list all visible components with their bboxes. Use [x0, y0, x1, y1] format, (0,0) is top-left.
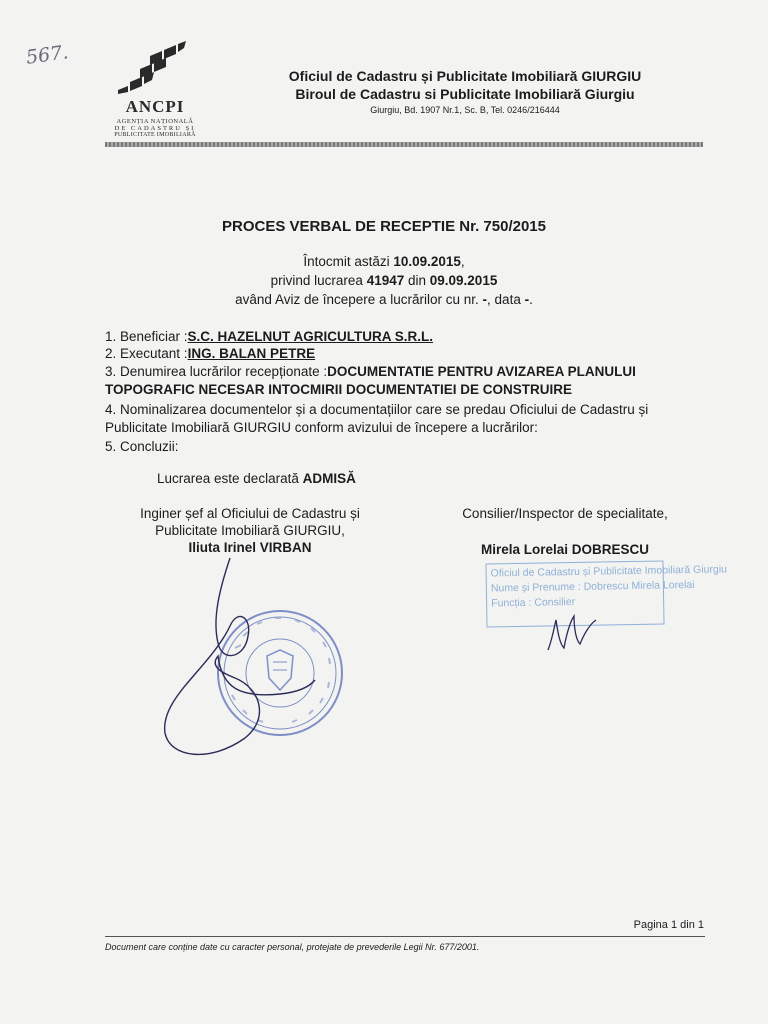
chief-engineer-block: Inginer șef al Oficiului de Cadastru și Publicitate Imobiliară GIURGIU, Iliuta Irinel VIRBAN: [95, 506, 405, 555]
ancpi-emblem-icon: [100, 36, 210, 94]
footer-divider: [105, 936, 705, 937]
privacy-note: Document care conține date cu caracter personal, protejate de prevederile Legii Nr. 677/2001.: [105, 942, 480, 952]
handwritten-number: 567.: [24, 41, 70, 69]
header-divider: [105, 142, 703, 147]
logo-line-2: DE CADASTRU ȘI: [114, 125, 196, 132]
documents-line-cont: Publicitate Imobiliară GIURGIU conform avizului de începere a lucrărilor:: [105, 420, 538, 435]
executor-line: 2. Executant :ING. BALAN PETRE: [105, 346, 316, 361]
inspector-name: Mirela Lorelai DOBRESCU: [480, 542, 650, 557]
executor-value: ING. BALAN PETRE: [187, 346, 316, 361]
drawn-date: 10.09.2015: [393, 254, 461, 269]
page-number: Pagina 1 din 1: [633, 919, 704, 931]
conclusions-label: 5. Concluzii:: [105, 439, 179, 454]
work-date: 09.09.2015: [429, 273, 498, 288]
office-address: Giurgiu, Bd. 1907 Nr.1, Sc. B, Tel. 0246/216444: [370, 105, 560, 115]
drawn-date-line: Întocmit astăzi 10.09.2015,: [303, 254, 465, 269]
works-line-cont: TOPOGRAFIC NECESAR INTOCMIRII DOCUMENTATIEI DE CONSTRUIRE: [105, 382, 573, 397]
inspector-role: Consilier/Inspector de specialitate,: [462, 506, 668, 521]
beneficiary-value: S.C. HAZELNUT AGRICULTURA S.R.L.: [187, 329, 434, 344]
works-line: 3. Denumirea lucrărilor recepționate :DOCUMENTATIE PENTRU AVIZAREA PLANULUI: [105, 364, 636, 379]
notice-line: având Aviz de începere a lucrărilor cu nr. -, data -.: [235, 292, 533, 307]
verdict: ADMISĂ: [302, 471, 356, 486]
inspector-signature-icon: [540, 600, 610, 660]
work-number: 41947: [366, 273, 405, 288]
beneficiary-line: 1. Beneficiar :S.C. HAZELNUT AGRICULTURA S.R.L.: [105, 329, 434, 344]
inspector-stamp: Oficiul de Cadastru și Publicitate Imobiliară Giurgiu Nume și Prenume : Dobrescu Mirela Lorelai Funcția : Consilier: [485, 560, 664, 627]
conclusion-statement: Lucrarea este declarată ADMISĂ: [157, 471, 356, 486]
document-title: PROCES VERBAL DE RECEPTIE Nr. 750/2015: [221, 218, 546, 235]
logo-line-3: PUBLICITATE IMOBILIARĂ: [114, 132, 196, 138]
documents-line: 4. Nominalizarea documentelor și a documentațiilor care se predau Oficiului de Cadastru și: [105, 402, 649, 417]
chief-engineer-signature-icon: [150, 548, 350, 768]
bureau-name: Biroul de Cadastru si Publicitate Imobiliară Giurgiu: [295, 86, 635, 102]
office-name: Oficiul de Cadastru și Publicitate Imobiliară GIURGIU: [288, 68, 642, 84]
ancpi-logo: [100, 36, 210, 138]
inspector-block: [420, 506, 710, 557]
logo-abbreviation: ANCPI: [125, 97, 185, 116]
logo-line-1: AGENȚIA NAȚIONALĂ: [116, 118, 194, 125]
chief-engineer-role: Inginer șef al Oficiului de Cadastru și: [140, 506, 360, 521]
works-value: DOCUMENTATIE PENTRU AVIZAREA PLANULUI: [327, 364, 636, 379]
work-reference-line: privind lucrarea 41947 din 09.09.2015: [270, 273, 498, 288]
chief-engineer-name: Iliuta Irinel VIRBAN: [188, 540, 312, 555]
